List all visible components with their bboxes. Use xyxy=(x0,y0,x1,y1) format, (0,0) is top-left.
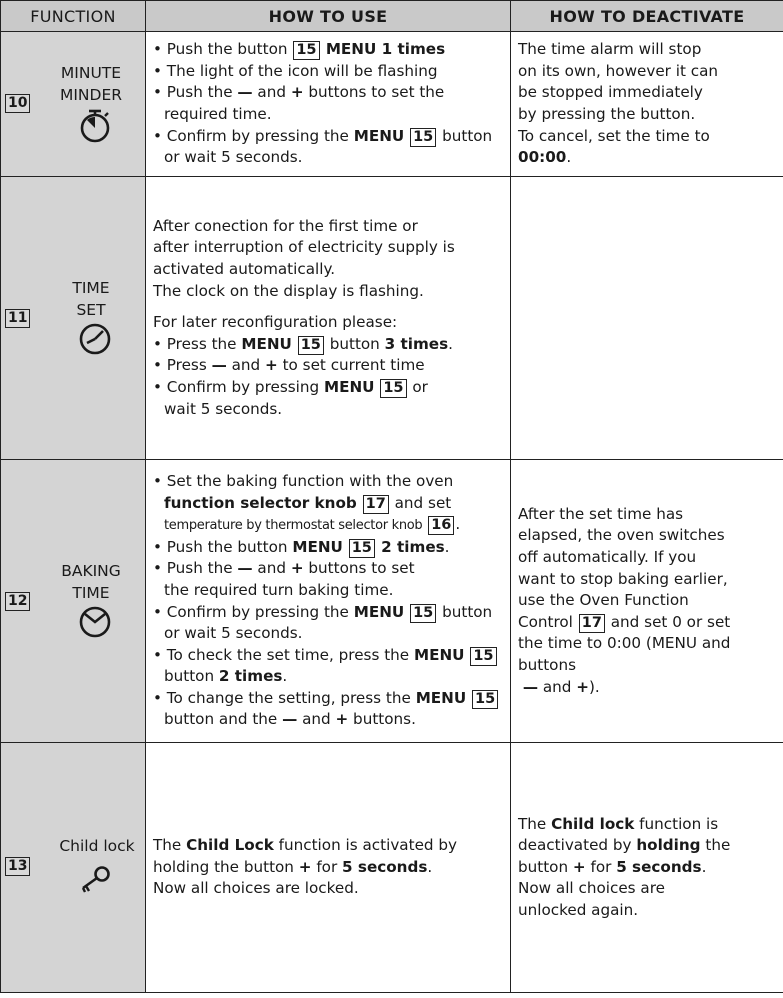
function-number: 12 xyxy=(5,592,30,611)
header-how-to-deactivate: HOW TO DEACTIVATE xyxy=(511,1,783,32)
how-to-deactivate-cell: The Child lock function is deactivated by holding the button + for 5 seconds. Now all choices are unlocked again. xyxy=(511,743,783,993)
table-row-baking-time xyxy=(1,460,783,743)
header-how-to-use: HOW TO USE xyxy=(146,1,511,32)
clock-icon xyxy=(77,321,113,357)
header-function: FUNCTION xyxy=(1,1,146,32)
function-cell xyxy=(1,32,146,177)
function-name: TIME SET xyxy=(72,279,110,319)
how-to-deactivate-cell: The time alarm will stop on its own, however it can be stopped immediately by pressing the button. To cancel, set the time to 00:00. xyxy=(511,32,783,177)
how-to-deactivate-cell xyxy=(511,177,783,460)
key-icon xyxy=(77,861,113,897)
how-to-use-cell: After conection for the first time or after interruption of electricity supply is activated automatically. The clock on the display is flashing. For later reconfiguration please: • Press the MENU 15 button 3 times. • Press — and + to set current time • Confirm by pressing MENU 15 or wait 5 seconds. xyxy=(146,177,511,460)
how-to-deactivate-cell: After the set time has elapsed, the oven switches off automatically. If you want to stop baking earlier, use the Oven Function Control 17 and set 0 or set the time to 0:00 (MENU and buttons — and +). xyxy=(511,460,783,743)
table-row-minute-minder xyxy=(1,32,783,177)
function-number: 13 xyxy=(5,857,30,876)
header-row xyxy=(1,1,783,32)
function-name: MINUTE MINDER xyxy=(59,64,123,104)
how-to-use-cell: • Push the button 15 MENU 1 times • The light of the icon will be flashing • Push the — and + buttons to set the required time. • Confirm by pressing the MENU 15 button or wait 5 seconds. xyxy=(146,32,511,177)
table-row-child-lock xyxy=(1,743,783,993)
table-row-time-set xyxy=(1,177,783,460)
function-name: Child lock xyxy=(59,837,135,855)
baking-time-icon xyxy=(77,604,113,640)
function-cell xyxy=(1,743,146,993)
how-to-use-cell: The Child Lock function is activated by holding the button + for 5 seconds. Now all choices are locked. xyxy=(146,743,511,993)
function-cell xyxy=(1,460,146,743)
function-cell xyxy=(1,177,146,460)
function-number: 11 xyxy=(5,309,30,328)
stopwatch-icon xyxy=(77,108,113,144)
function-name: BAKING TIME xyxy=(61,562,121,602)
how-to-use-cell: • Set the baking function with the oven function selector knob 17 and set temperature by thermostat selector knob 16 . • Push the button MENU 15 2 times. • Push the — and + buttons to set the required turn baking time. • Confirm by pressing the MENU 15 button or wait 5 seconds. • To check the set time, press the MENU 15 button 2 times. • To change the setting, press the MENU 15 button and the — and + buttons. xyxy=(146,460,511,743)
function-number: 10 xyxy=(5,94,30,113)
